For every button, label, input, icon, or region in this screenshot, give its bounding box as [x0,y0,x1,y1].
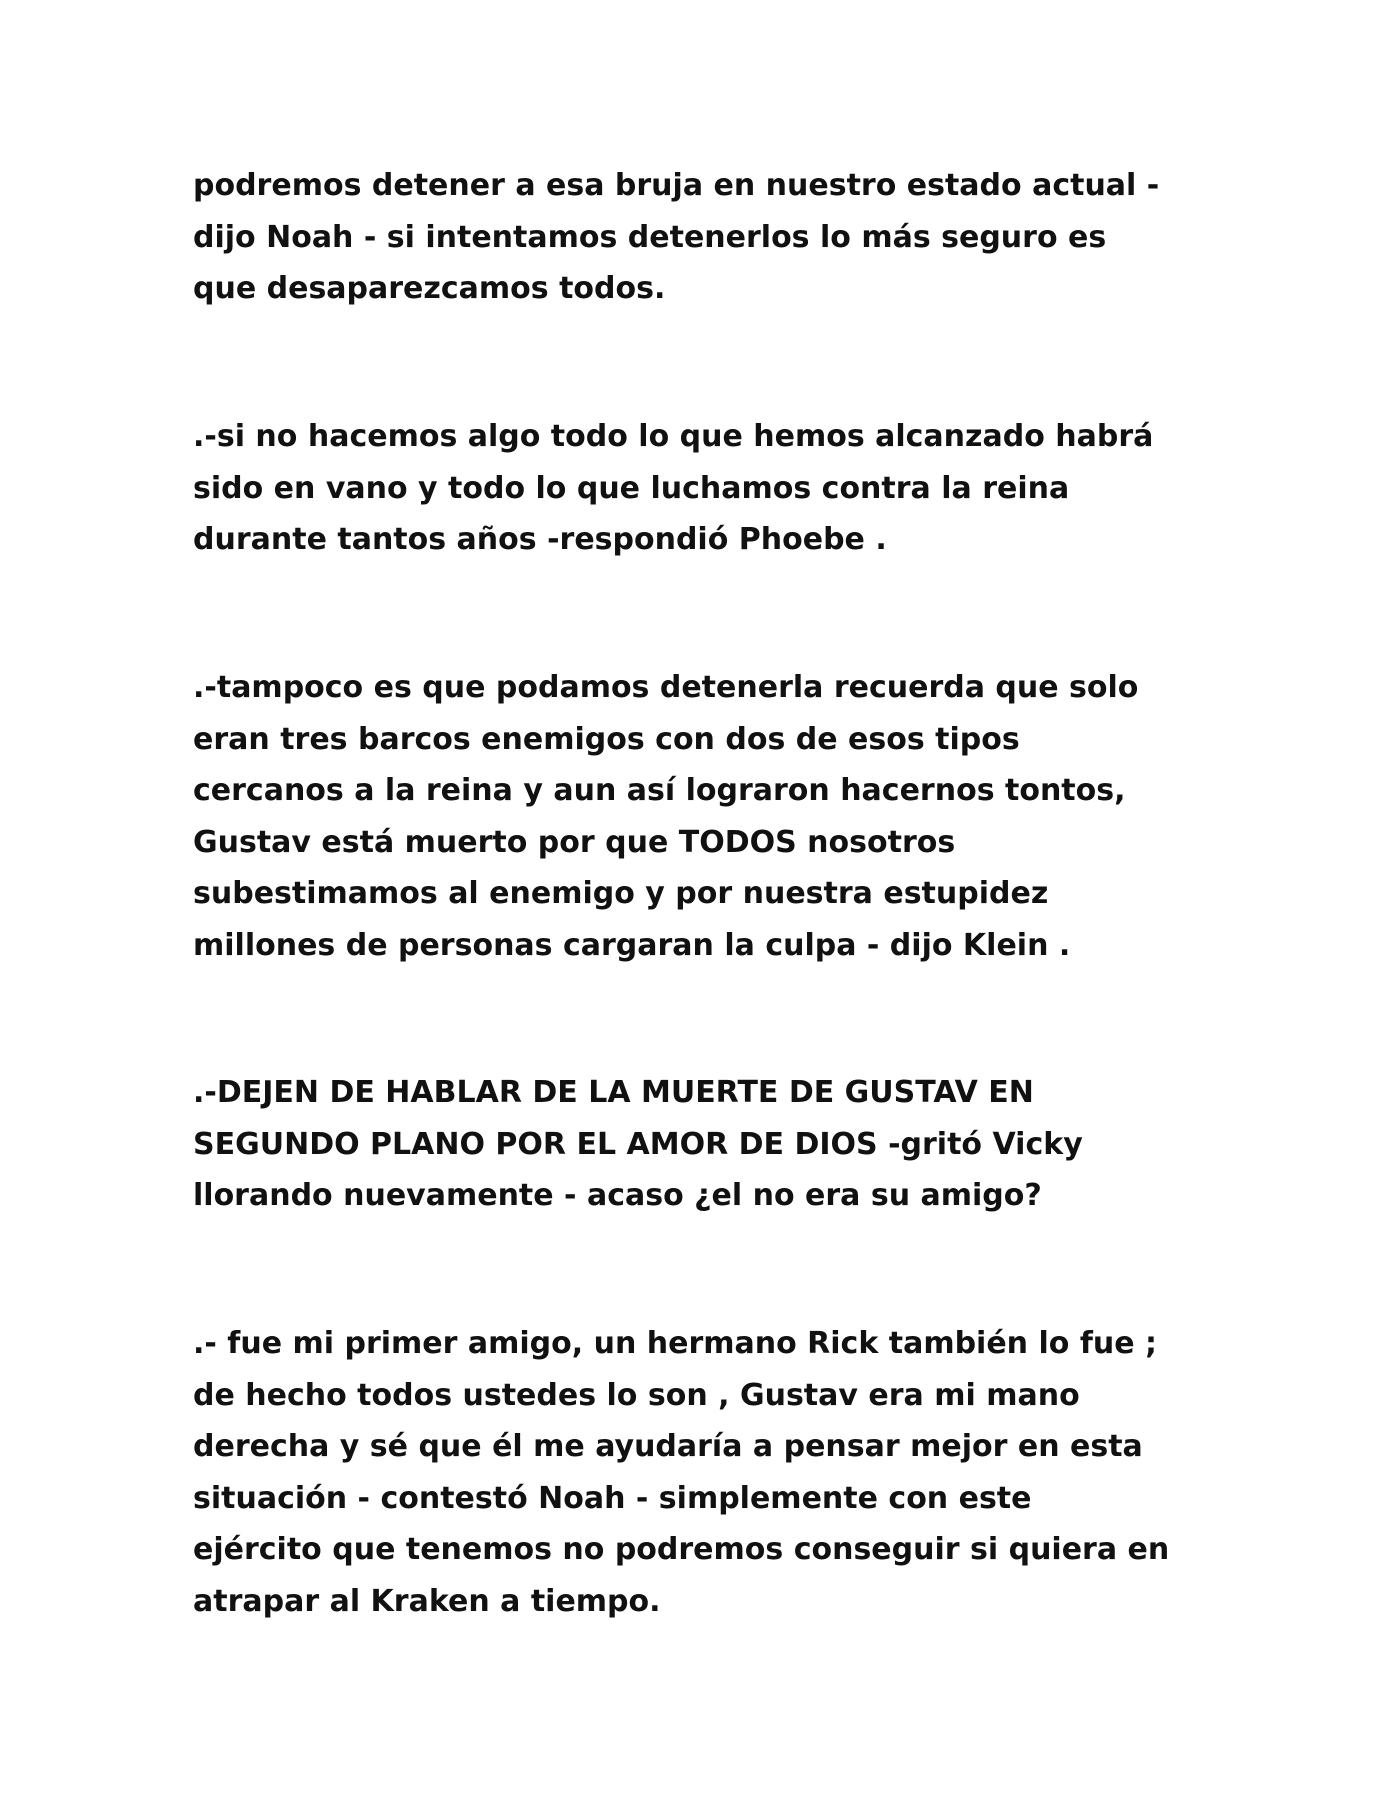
paragraph-4 [193,1067,1233,1222]
text-line: llorando nuevamente - acaso ¿el no era su amigo? [193,1178,1042,1213]
text-line: SEGUNDO PLANO POR EL AMOR DE DIOS -gritó Vicky [193,1126,1083,1162]
paragraph-1 [193,160,1233,315]
text-line: atrapar al Kraken a tiempo. [193,1583,661,1619]
text-line: millones de personas cargaran la culpa - dijo Klein . [193,927,1071,963]
text-line: derecha y sé que él me ayudaría a pensar mejor en esta [193,1429,1143,1464]
text-line: de hecho todos ustedes lo son , Gustav era mi mano [193,1377,1080,1413]
text-line: que desaparezcamos todos. [193,271,666,306]
text-line: dijo Noah - si intentamos detenerlos lo más seguro es [193,219,1107,255]
text-line: situación - contestó Noah - simplemente con este [193,1480,1032,1516]
paragraph-2 [193,411,1233,566]
text-line: .- fue mi primer amigo, un hermano Rick también lo fue ; [193,1326,1158,1361]
text-line: ejército que tenemos no podremos conseguir si quiera en [193,1532,1170,1567]
text-line: subestimamos al enemigo y por nuestra estupidez [193,876,1049,911]
paragraph-3 [193,662,1233,971]
paragraph-5 [193,1318,1233,1627]
text-line: .-DEJEN DE HABLAR DE LA MUERTE DE GUSTAV EN [193,1075,1034,1110]
text-line: .-si no hacemos algo todo lo que hemos alcanzado habrá [193,419,1154,454]
text-line: Gustav está muerto por que TODOS nosotros [193,824,956,860]
text-line: .-tampoco es que podamos detenerla recuerda que solo [193,670,1139,705]
text-line: durante tantos años -respondió Phoebe . [193,522,887,557]
text-line: eran tres barcos enemigos con dos de esos tipos [193,721,1020,757]
text-line: cercanos a la reina y aun así lograron hacernos tontos, [193,773,1126,808]
text-line: podremos detener a esa bruja en nuestro estado actual - [193,168,1160,203]
text-line: sido en vano y todo lo que luchamos contra la reina [193,470,1070,506]
